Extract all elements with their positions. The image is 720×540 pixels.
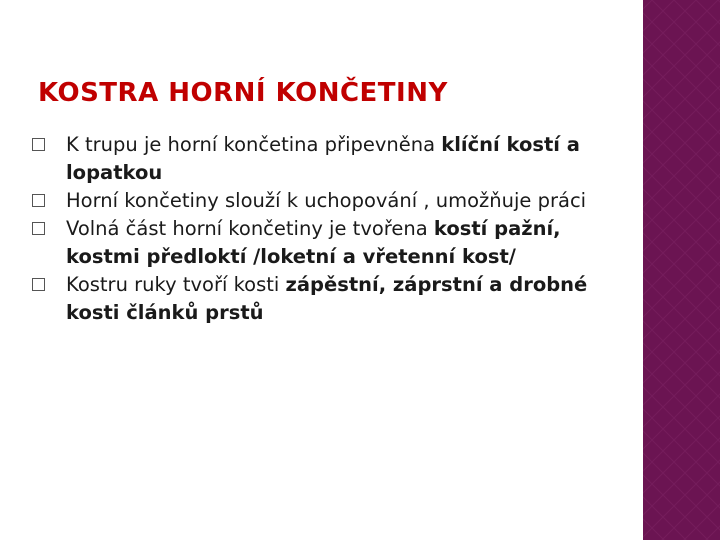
bullet-text: Kostru ruky tvoří kosti [66, 273, 286, 296]
bullet-text: K trupu je horní končetina připevněna [66, 133, 442, 156]
bullet-item [32, 187, 632, 215]
bullet-text: Horní končetiny slouží k uchopování , umožňuje práci [66, 189, 587, 212]
bullet-text-bold: zápěstní, záprstní a drobné kosti článků prstů [66, 273, 588, 324]
square-bullet-icon [32, 194, 45, 207]
bullet-text: Volná část horní končetiny je tvořena [66, 217, 434, 240]
square-bullet-icon [32, 222, 45, 235]
bullet-text-bold: klíční kostí a lopatkou [66, 133, 580, 184]
square-bullet-icon [32, 138, 45, 151]
side-panel-divider [641, 0, 643, 540]
square-bullet-icon [32, 278, 45, 291]
bullet-text-bold: kostí pažní, kostmi předloktí /loketní a vřetenní kost/ [66, 217, 561, 268]
decorative-side-panel [641, 0, 720, 540]
bullet-list [32, 131, 632, 327]
bullet-item [32, 131, 632, 187]
bullet-item [32, 215, 632, 271]
bullet-item [32, 271, 632, 327]
slide-title: KOSTRA HORNÍ KONČETINY [38, 78, 448, 108]
side-panel-pattern [641, 0, 720, 540]
